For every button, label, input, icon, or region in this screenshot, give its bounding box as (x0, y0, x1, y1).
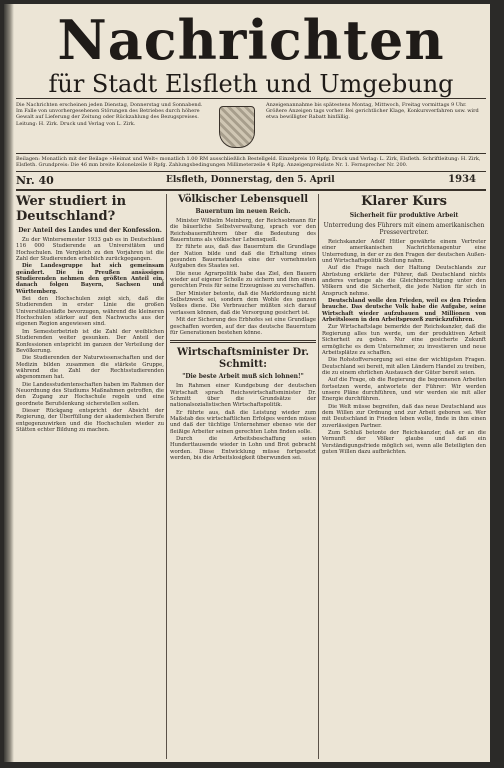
page-binding-edge (4, 4, 14, 762)
city-crest-icon (219, 106, 255, 148)
article-paragraph: Im Semesterbetrieb ist die Zahl der weiblichen Studierenden weiter gesunken. Der Anteil der Konfessionen entspricht im ganzen der Verteilung der Bevölkerung. (16, 328, 164, 354)
article-paragraph: Die Rohstoffversorgung sei eine der wichtigsten Fragen. Deutschland sei bereit, mit allen Ländern Handel zu treiben, die zu einem ehrlichen Austausch der Güter bereit seien. (322, 357, 486, 376)
fine-print: Beilagen: Monatlich mit der Beilage »Heimat und Welt« monatlich 1.00 RM ausschließlich Bestellgeld. Einzelpreis 10 Rpfg. Druck und Verlag: L. Zirk, Elsfleth. Schriftleitung: H. Zirk, Elsfleth. Grundpreis: Die 46 mm breite Kolonelzeile 8 Rpfg. Zahlungsbedingungen Millimeterzeile 4 Rpfg. Anzeigenpreisliste Nr. 1. Fernsprecher Nr. 200. (16, 156, 481, 168)
article-column-2 (170, 194, 316, 462)
article-paragraph: Zum Schluß betonte der Reichskanzler, daß er an die Vernunft der Völker glaube und daß ein Verständigungsfriede möglich sei, wenn alle Beteiligten den guten Willen dazu aufbrächten. (322, 429, 486, 455)
newspaper-page (4, 4, 490, 762)
article-headline: Wer studiert in Deutschland? (16, 194, 127, 224)
article-column-3 (322, 194, 486, 456)
article-paragraph: Zur Wirtschaftslage bemerkte der Reichskanzler, daß die Regierung alles tun werde, um der produktiven Arbeit Sicherheit zu geben. Nur eine gesicherte Zukunft ermögliche es dem Unternehmer, zu investieren und neue Arbeitsplätze zu schaffen. (322, 324, 486, 356)
article-paragraph: Deutschland wolle den Frieden, weil es den Frieden brauche. Das deutsche Volk habe die Aufgabe, seine Wirtschaft wieder aufzubauen und Millionen von Arbeitslosen in den Arbeitsprozeß zurückzuführen. (322, 298, 486, 324)
article-column-1 (16, 194, 164, 434)
article-headline: Klarer Kurs (361, 194, 447, 209)
article-deck: Bauerntum im neuen Reich. (195, 208, 291, 215)
article-headline: Völkischer Lebensquell (177, 194, 308, 205)
article-paragraph: Die Landesstudentenschaften haben im Rahmen der Neuordnung des Studiums Maßnahmen getroffen, die den Zugang zur Hochschule regeln und eine geordnete Berufslenkung sicherstellen sollen. (16, 381, 164, 407)
publication-notice: Die Nachrichten erscheinen jeden Dienstag, Donnerstag und Sonnabend. Im Falle von unvorhergesehenen Störungen des Betriebes durch höhere Gewalt auf Lieferung der Zeitung oder Rückzahlung des Bezugspreises. Leitung: H. Zirk. Druck und Verlag von L. Zirk. (16, 102, 203, 127)
masthead-title: Nachrichten (57, 8, 445, 72)
article-paragraph: Die Landesgruppe hat sich gemeinsam geändert. Die in Preußen ansässigen Studierenden nehmen den größten Anteil ein, danach folgen Bayern, Sachsen und Württemberg. (16, 263, 164, 295)
dateline-bar (16, 174, 486, 187)
dateline-bottom-rule (16, 189, 486, 191)
issue-year: 1934 (448, 174, 476, 185)
publication-info (16, 102, 486, 152)
column-divider (166, 194, 167, 759)
article-paragraph: Die neue Agrarpolitik habe das Ziel, den Bauern wieder auf eigener Scholle zu sichern und ihm einen gerechten Preis für seine Erzeugnisse zu verschaffen. (170, 270, 316, 290)
issue-number: Nr. 40 (16, 174, 54, 187)
article-subdeck: Unterredung des Führers mit einem amerikanischen Pressevertreter. (323, 222, 485, 236)
article-paragraph: Die Welt müsse begreifen, daß das neue Deutschland aus dem Willen zur Ordnung und zur Arbeit geboren sei. Wer mit Deutschland in Frieden leben wolle, finde in ihm einen zuverlässigen Partner. (322, 403, 486, 429)
advertising-notice: Anzeigenannahme bis spätestens Montag, Mittwoch, Freitag vormittags 9 Uhr. Größere Anzeigen tags vorher. Bei gerichtlicher Klage, Konkursverfahren usw. wird etwa bewilligter Rabatt hinfällig. (266, 102, 479, 121)
article-deck: Der Anteil des Landes und der Konfession. (18, 227, 162, 234)
article-paragraph: Dieser Rückgang entspricht der Absicht der Regierung, der Überfüllung der akademischen Berufe entgegenzuwirken und die Hochschulen wieder zu Stätten echter Bildung zu machen. (16, 407, 164, 433)
column-divider (318, 194, 319, 759)
article-paragraph: Zu der Wintersemester 1933 gab es in Deutschland 116 000 Studierende an Universitäten und Hochschulen. Im Vergleich zu den Vorjahren ist die Zahl der Studierenden erheblich zurückgegangen. (16, 237, 164, 263)
info-rule (16, 153, 486, 154)
article-paragraph: Mit der Sicherung des Erbhofes sei eine Grundlage geschaffen worden, auf der das deutsche Bauerntum für Generationen bestehen könne. (170, 317, 316, 336)
dateline-top-rule (16, 171, 486, 172)
article-paragraph: Reichskanzler Adolf Hitler gewährte einem Vertreter einer amerikanischen Nachrichtenagentur eine Unterredung, in der er zu den Fragen der deutschen Außen- und Wirtschaftspolitik Stellung nahm. (322, 239, 486, 265)
article-deck: "Die beste Arbeit muß sich lohnen!" (182, 373, 304, 381)
article-paragraph: Minister Wilhelm Meinberg, der Reichsobmann für die bäuerliche Selbstverwaltung, sprach vor den Reichsbauernführern über die Bedeutung des Bauerntums als völkischer Lebensquell. (170, 218, 316, 244)
masthead-subtitle: für Stadt Elsfleth und Umgebung (48, 70, 454, 98)
article-paragraph: Er führte aus, daß das Bauerntum die Grundlage der Nation bilde und daß die Erhaltung eines gesunden Bauernstandes eine der vornehmsten Aufgaben des Staates sei. (170, 244, 316, 270)
article-paragraph: Im Rahmen einer Kundgebung der deutschen Wirtschaft sprach Reichswirtschaftsminister Dr. Schmitt über die Grundsätze der nationalsozialistischen Wirtschaftspolitik. (170, 383, 316, 409)
article-paragraph: Auf die Frage, ob die Regierung die begonnenen Arbeiten fortsetzen werde, antwortete der Führer: Wir werden unsere Pläne durchführen, und wir werden sie mit aller Energie durchführen. (322, 377, 486, 403)
article-paragraph: Die Studierenden der Naturwissenschaften und der Medizin bilden zusammen die stärkste Gruppe, während die Zahl der Rechtsstudierenden abgenommen hat. (16, 355, 164, 381)
article-paragraph: Bei den Hochschulen zeigt sich, daß die Studierenden in erster Linie die großen Universitätsstädte bevorzugen, während die kleineren Hochschulen stärker auf den Nachwuchs aus der eigenen Region angewiesen sind. (16, 296, 164, 328)
issue-date: Elsfleth, Donnerstag, den 5. April (166, 175, 335, 185)
article-deck: Sicherheit für produktive Arbeit (349, 212, 459, 219)
masthead-rule (16, 98, 486, 99)
article-paragraph: Auf die Frage nach der Haltung Deutschlands zur Abrüstung erklärte der Führer, daß Deutschland nichts anderes verlange als die Gleichberechtigung unter den Völkern und die Sicherheit, die jede Nation für sich in Anspruch nehme. (322, 265, 486, 297)
article-paragraph: Durch die Arbeitsbeschaffung seien Hunderttausende wieder in Lohn und Brot gebracht worden. Diese Entwicklung müsse fortgesetzt werden, bis die Arbeitslosigkeit überwunden sei. (170, 435, 316, 461)
masthead (16, 8, 486, 98)
article-separator (170, 340, 316, 343)
article-paragraph: Der Minister betonte, daß die Marktordnung nicht Selbstzweck sei, sondern dem Wohle des ganzen Volkes diene. Die Verbraucher müßten sich darauf verlassen können, daß die Versorgung gesichert ist. (170, 290, 316, 316)
article-paragraph: Er führte aus, daß die Leistung wieder zum Maßstab des wirtschaftlichen Erfolges werden müsse und daß der tüchtige Unternehmer ebenso wie der fleißige Arbeiter seinen gerechten Lohn finden solle. (170, 409, 316, 435)
article-headline: Wirtschaftsminister Dr. Schmitt: (176, 347, 310, 371)
